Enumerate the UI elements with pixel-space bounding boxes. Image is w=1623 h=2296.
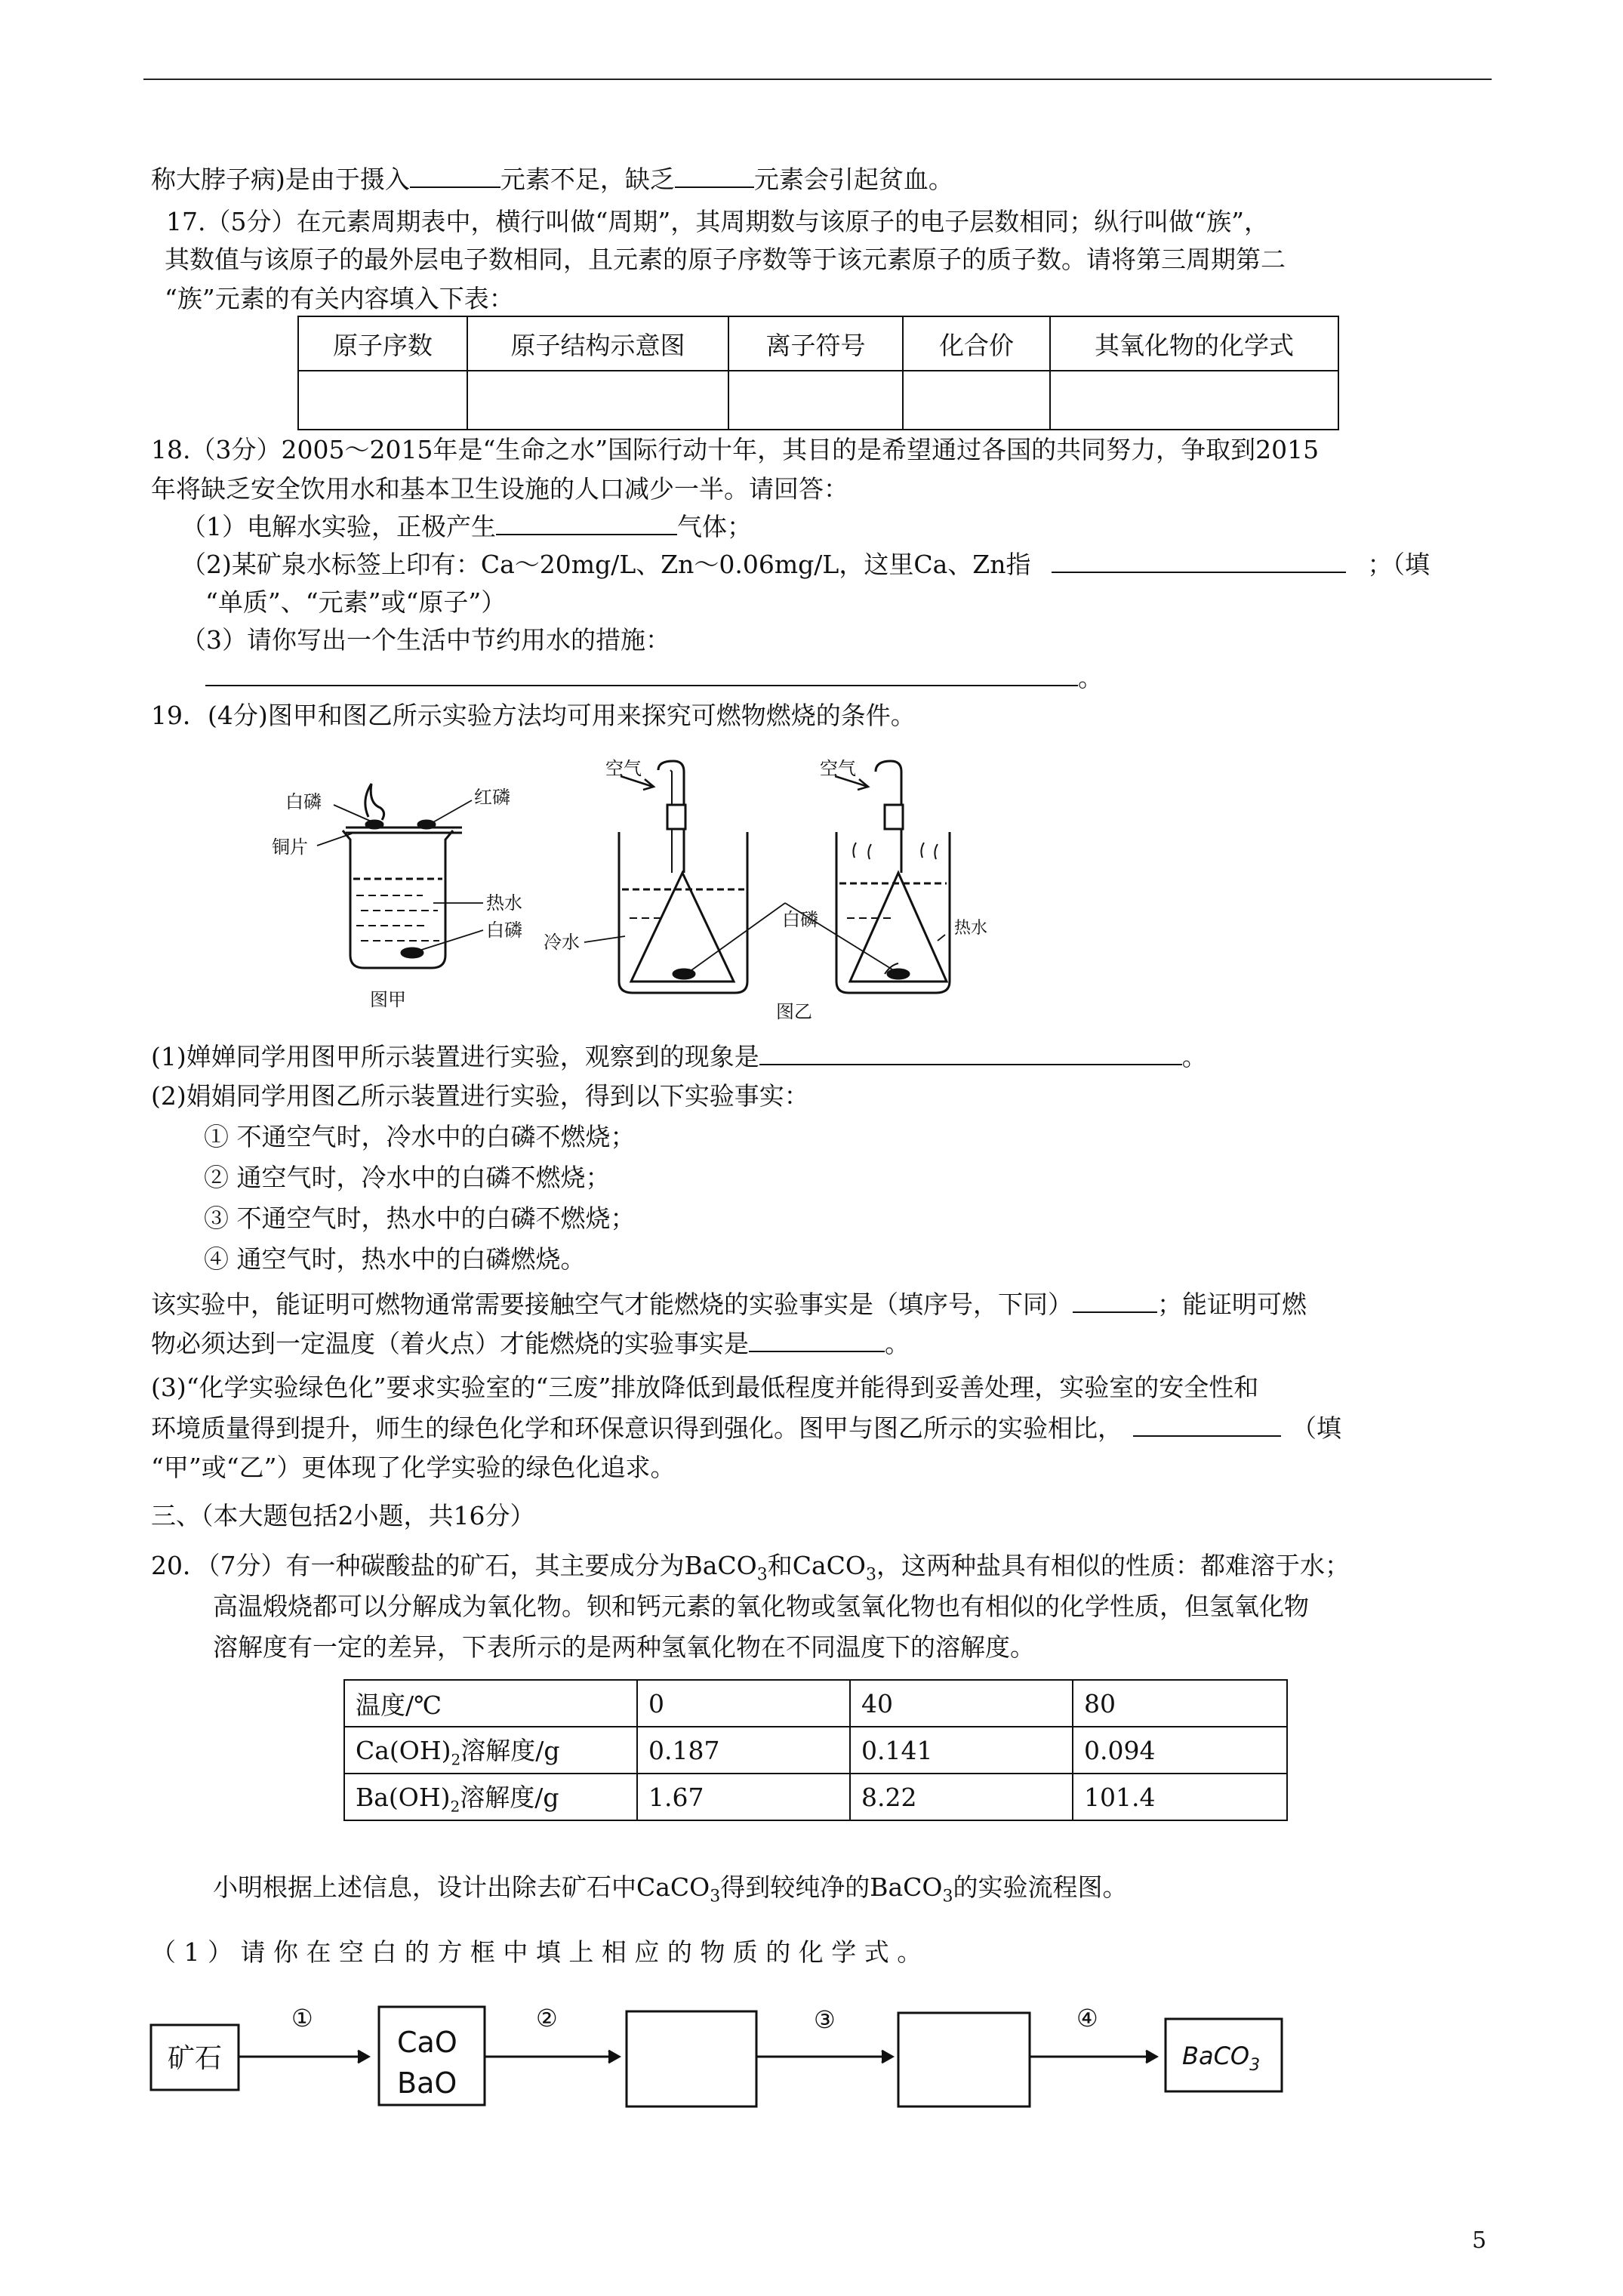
q20-text: 小明根据上述信息，设计出除去矿石中CaCO bbox=[213, 1872, 710, 1902]
flow-box-blank-2[interactable] bbox=[898, 2013, 1030, 2106]
table-row bbox=[344, 1727, 1287, 1774]
flow-box-text: BaO bbox=[397, 2066, 457, 2100]
arrow-head-icon bbox=[608, 2051, 619, 2063]
q18-text: 气体； bbox=[677, 512, 752, 541]
q18-item-3-answer bbox=[205, 661, 1103, 695]
table-header-cell: 离子符号 bbox=[728, 316, 903, 371]
q20-line-1 bbox=[151, 1549, 1350, 1592]
q20-line-3: 溶解度有一定的差异，下表所示的是两种氢氧化物在不同温度下的溶解度。 bbox=[213, 1632, 1035, 1662]
q18-item-2 bbox=[181, 548, 1430, 581]
figure-jia bbox=[317, 784, 483, 968]
flow-step: ③ bbox=[814, 2005, 836, 2034]
rubber-stopper bbox=[885, 805, 903, 829]
q18-line-2: 年将缺乏安全饮用水和基本卫生设施的人口减少一半。请回答： bbox=[151, 474, 848, 504]
fig-label: 白磷 bbox=[285, 791, 322, 812]
flow-step: ② bbox=[536, 2004, 558, 2032]
q19-blank-4[interactable] bbox=[1133, 1413, 1281, 1437]
table-cell: 1.67 bbox=[637, 1774, 850, 1820]
list-item: ① 不通空气时，冷水中的白磷不燃烧； bbox=[204, 1122, 636, 1151]
table-row bbox=[298, 316, 1338, 371]
q16-blank-1[interactable] bbox=[410, 164, 500, 188]
fig-caption: 图甲 bbox=[370, 989, 406, 1010]
section-title: 三、（本大题包括2小题，共16分） bbox=[151, 1501, 535, 1530]
beaker-jia bbox=[343, 831, 453, 968]
q19-text: 该实验中，能证明可燃物通常需要接触空气才能燃烧的实验事实是（填序号，下同） bbox=[151, 1290, 1073, 1319]
q19-text: 环境质量得到提升，师生的绿色化学和环保意识得到强化。图甲与图乙所示的实验相比， bbox=[151, 1413, 1123, 1443]
q18-text: ；（填 bbox=[1367, 550, 1430, 579]
q19-text: (1)婵婵同学用图甲所示装置进行实验，观察到的现象是 bbox=[151, 1042, 759, 1071]
table-header-cell: 化合价 bbox=[903, 316, 1050, 371]
fig-label: 冷水 bbox=[544, 932, 580, 953]
table-cell: 8.22 bbox=[850, 1774, 1073, 1820]
fig-label: 热水 bbox=[486, 892, 522, 914]
q19-text: 。 bbox=[885, 1329, 910, 1358]
answer-cell[interactable] bbox=[903, 371, 1050, 430]
fig-label: 空气 bbox=[820, 758, 856, 779]
flow-chart bbox=[143, 1981, 1291, 2110]
list-item: ④ 通空气时，热水中的白磷燃烧。 bbox=[204, 1244, 586, 1274]
q18-blank-2[interactable] bbox=[1052, 549, 1346, 573]
white-phosphorus-blob bbox=[366, 821, 383, 828]
q19-blank-2[interactable] bbox=[1073, 1289, 1157, 1313]
table-cell: 0.187 bbox=[637, 1727, 850, 1774]
flow-start-label: 矿石 bbox=[168, 2043, 223, 2074]
table-header-cell: 其氧化物的化学式 bbox=[1050, 316, 1338, 371]
fig-label: 白磷 bbox=[486, 920, 522, 941]
q20-text: 的实验流程图。 bbox=[953, 1872, 1128, 1902]
flow-step: ① bbox=[291, 2004, 313, 2032]
q18-text: （2)某矿泉水标签上印有：Ca～20mg/L、Zn～0.06mg/L，这里Ca、Zn指 bbox=[181, 550, 1031, 579]
answer-cell[interactable] bbox=[467, 371, 728, 430]
white-phosphorus-hot bbox=[888, 969, 909, 978]
answer-cell[interactable] bbox=[728, 371, 903, 430]
q16-text: 元素会引起贫血。 bbox=[753, 165, 953, 194]
q20-text: ，这两种盐具有相似的性质：都难溶于水； bbox=[876, 1551, 1350, 1580]
solubility-table bbox=[343, 1679, 1288, 1821]
q20-line-2: 高温煅烧都可以分解成为氧化物。钡和钙元素的氧化物或氢氧化物也有相似的化学性质，但氢氧化物 bbox=[213, 1592, 1309, 1621]
page-number: 5 bbox=[1472, 2227, 1487, 2254]
subscript: 3 bbox=[710, 1887, 721, 1906]
table-row bbox=[344, 1774, 1287, 1820]
steam-marks bbox=[853, 843, 938, 859]
fig-label: 铜片 bbox=[272, 837, 308, 858]
table-cell: 0.094 bbox=[1073, 1727, 1287, 1774]
q18-item-3: （3）请你写出一个生活中节约用水的措施： bbox=[181, 625, 670, 655]
fig-label: 热水 bbox=[954, 919, 988, 938]
q18-item-1 bbox=[181, 510, 752, 544]
table-cell: 101.4 bbox=[1073, 1774, 1287, 1820]
subscript: 3 bbox=[756, 1565, 768, 1585]
table-row bbox=[298, 371, 1338, 430]
white-phosphorus-cold bbox=[673, 969, 694, 978]
table-cell: 40 bbox=[850, 1680, 1073, 1727]
q16-text: 称大脖子病)是由于摄入 bbox=[151, 165, 410, 194]
fig-caption: 图乙 bbox=[776, 1001, 812, 1022]
q16-text: 元素不足，缺乏 bbox=[500, 165, 675, 194]
q17-line-1: 17.（5分）在元素周期表中，横行叫做“周期”，其周期数与该原子的电子层数相同；纵行叫做“族”， bbox=[166, 207, 1269, 236]
q19-part-1 bbox=[151, 1040, 1207, 1074]
q17-table bbox=[297, 316, 1339, 430]
table-cell: $Ba(OH)_2$溶解度/g bbox=[344, 1774, 637, 1820]
q18-item-2-cont: “单质”、“元素”或“原子”） bbox=[205, 587, 507, 617]
rubber-stopper bbox=[667, 805, 685, 829]
fig-label: 白磷 bbox=[782, 909, 818, 930]
q19-part-3-line-2 bbox=[151, 1412, 1341, 1445]
q16-tail-line bbox=[151, 163, 953, 196]
q19-part-2: (2)娟娟同学用图乙所示装置进行实验，得到以下实验事实： bbox=[151, 1081, 809, 1111]
q19-blank-1[interactable] bbox=[759, 1041, 1182, 1065]
q19-figure bbox=[272, 755, 988, 1034]
fig-label: 红磷 bbox=[474, 787, 510, 808]
q19-part-3-line-3: “甲”或“乙”）更体现了化学实验的绿色化追求。 bbox=[151, 1453, 676, 1482]
answer-cell[interactable] bbox=[1050, 371, 1338, 430]
q19-text: 。 bbox=[1181, 1042, 1207, 1071]
q19-part-2-question-cont bbox=[151, 1327, 910, 1361]
flow-box-blank-1[interactable] bbox=[627, 2011, 756, 2106]
answer-cell[interactable] bbox=[298, 371, 467, 430]
subscript: 3 bbox=[942, 1887, 953, 1906]
q18-text: （1）电解水实验，正极产生 bbox=[181, 512, 496, 541]
q19-text: 物必须达到一定温度（着火点）才能燃烧的实验事实是 bbox=[151, 1329, 749, 1358]
table-header-cell: 原子序数 bbox=[298, 316, 467, 371]
arrow-head-icon bbox=[882, 2051, 892, 2063]
fig-label: 空气 bbox=[605, 758, 642, 779]
flame-icon bbox=[365, 784, 384, 820]
funnel bbox=[850, 873, 947, 982]
q19-part-3-line-1: (3)“化学实验绿色化”要求实验室的“三废”排放降低到最低程度并能得到妥善处理，实验室的安全性和 bbox=[151, 1373, 1259, 1402]
q19-text: （填 bbox=[1292, 1413, 1341, 1443]
q20-line-4 bbox=[213, 1871, 1127, 1914]
q17-line-2: 其数值与该原子的最外层电子数相同，且元素的原子序数等于该元素原子的质子数。请将第三周期第二 bbox=[165, 245, 1286, 274]
table-cell: $Ca(OH)_2$溶解度/g bbox=[344, 1727, 637, 1774]
q20-question-1: （ 1 ） 请 你 在 空 白 的 方 框 中 填 上 相 应 的 物 质 的 化 学 式 。 bbox=[151, 1937, 922, 1967]
q19-blank-3[interactable] bbox=[749, 1328, 885, 1352]
white-phosphorus-bottom bbox=[402, 948, 423, 957]
list-item: ③ 不通空气时，热水中的白磷不燃烧； bbox=[204, 1203, 636, 1233]
q18-blank-1[interactable] bbox=[496, 511, 677, 535]
q19-line-1: 19．(4分)图甲和图乙所示实验方法均可用来探究可燃物燃烧的条件。 bbox=[151, 701, 916, 730]
table-cell: 0 bbox=[637, 1680, 850, 1727]
table-row bbox=[344, 1680, 1287, 1727]
q18-line-1: 18.（3分）2005～2015年是“生命之水”国际行动十年，其目的是希望通过各国的共同努力，争取到2015 bbox=[151, 435, 1320, 464]
q18-text: 。 bbox=[1078, 663, 1103, 692]
arrow-head-icon bbox=[358, 2051, 368, 2063]
table-header-cell: 原子结构示意图 bbox=[467, 316, 728, 371]
header-rule bbox=[143, 79, 1492, 80]
figure-jia-labels bbox=[272, 787, 522, 1010]
figure-yi-hot bbox=[785, 761, 950, 993]
subscript: 3 bbox=[865, 1565, 876, 1585]
q20-text: 20．（7分）有一种碳酸盐的矿石，其主要成分为BaCO bbox=[151, 1551, 757, 1580]
q19-part-2-question bbox=[151, 1288, 1307, 1321]
arrow-head-icon bbox=[1146, 2051, 1156, 2063]
q19-text: ；能证明可燃 bbox=[1157, 1290, 1307, 1319]
table-cell: 0.141 bbox=[850, 1727, 1073, 1774]
table-cell: 温度/℃ bbox=[344, 1680, 637, 1727]
flow-box-text: CaO bbox=[397, 2026, 457, 2059]
table-cell: 80 bbox=[1073, 1680, 1287, 1727]
water-hatch bbox=[356, 895, 439, 941]
flow-end-label: BaCO$_3$ bbox=[1182, 2042, 1261, 2075]
list-item: ② 通空气时，冷水中的白磷不燃烧； bbox=[204, 1163, 611, 1192]
q17-line-3: “族”元素的有关内容填入下表： bbox=[165, 284, 514, 313]
figure-yi-cold bbox=[584, 761, 785, 993]
q20-text: 得到较纯净的BaCO bbox=[720, 1872, 943, 1902]
q16-blank-2[interactable] bbox=[675, 164, 754, 188]
q20-text: 和CaCO bbox=[767, 1551, 866, 1580]
flow-step: ④ bbox=[1076, 2004, 1098, 2032]
q18-blank-3[interactable] bbox=[205, 662, 1078, 686]
red-phosphorus-blob bbox=[418, 821, 435, 828]
